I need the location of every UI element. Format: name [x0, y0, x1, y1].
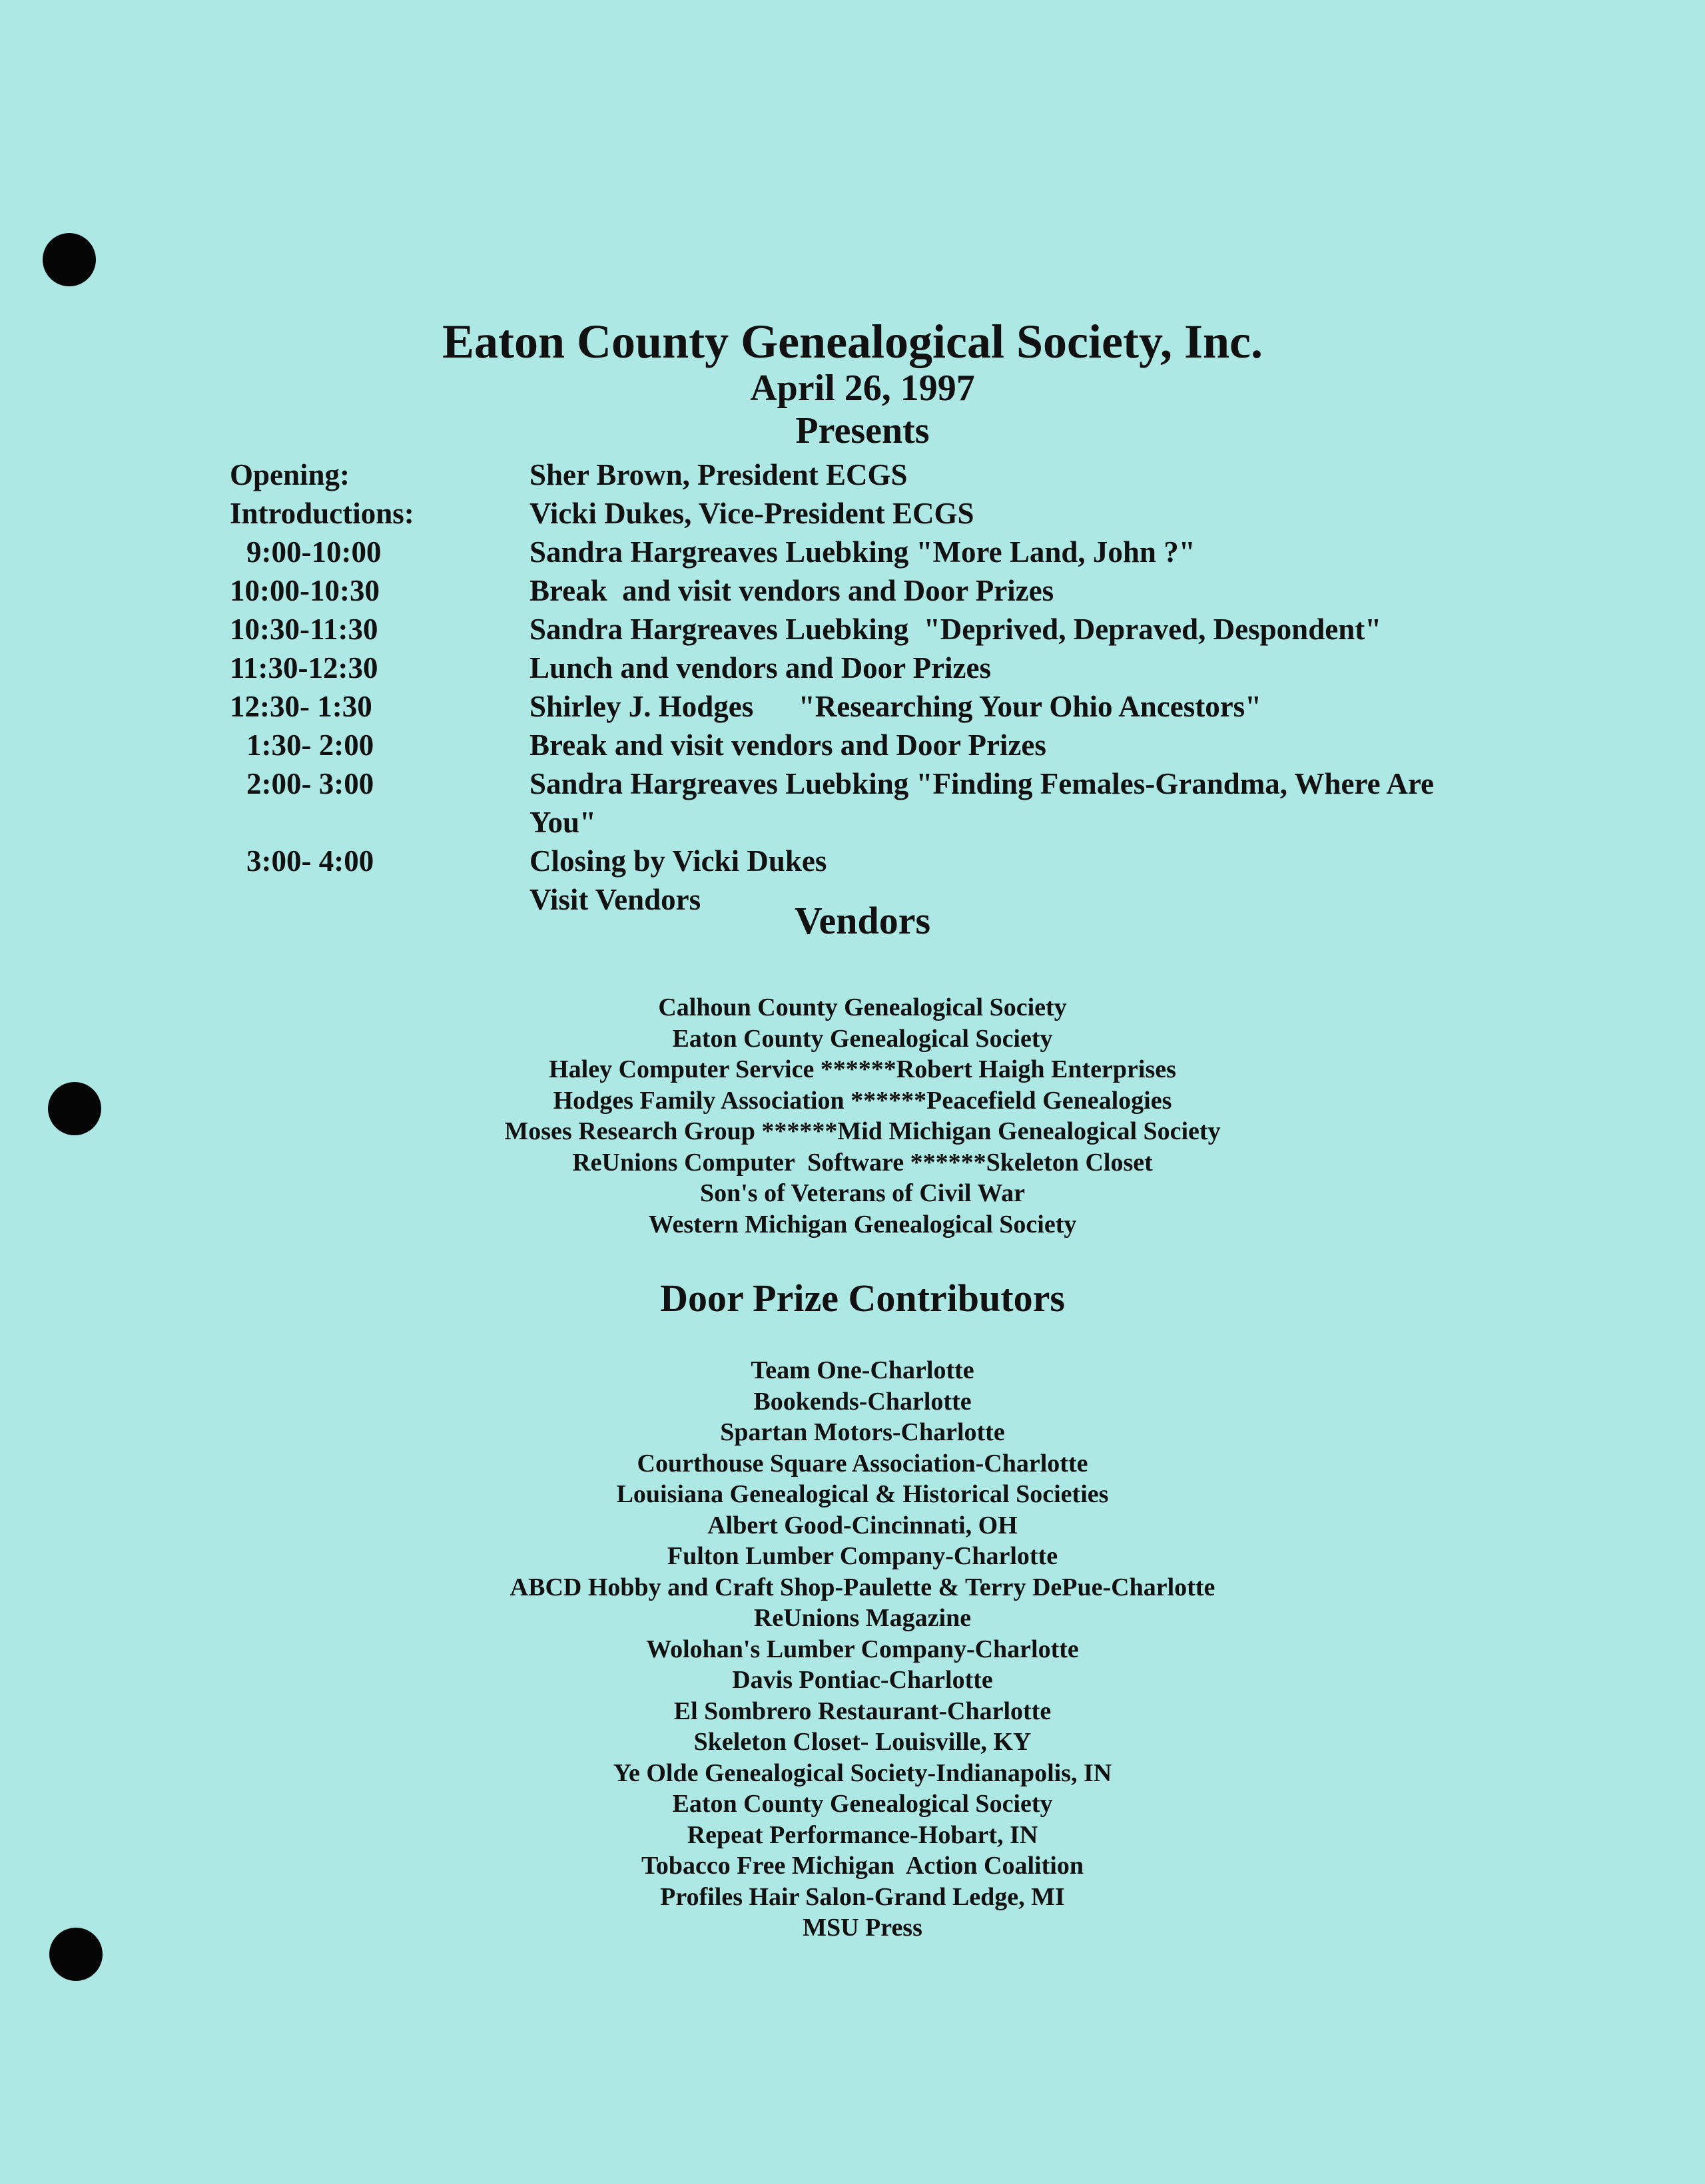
door-prize-item: Repeat Performance-Hobart, IN	[687, 1820, 1038, 1849]
schedule-time: 2:00- 3:00	[246, 767, 374, 800]
vendors-heading: Vendors	[794, 899, 931, 942]
door-prize-item: Profiles Hair Salon-Grand Ledge, MI	[660, 1882, 1065, 1911]
schedule-time: 9:00-10:00	[246, 535, 382, 569]
schedule-time: Opening:	[230, 458, 350, 491]
door-prize-item: Skeleton Closet- Louisville, KY	[693, 1728, 1032, 1756]
schedule-desc: Sandra Hargreaves Luebking "Finding Females-Grandma, Where Are You"	[529, 767, 1434, 839]
schedule-row	[230, 764, 1562, 842]
schedule-time: 1:30- 2:00	[246, 728, 374, 762]
event-date: April 26, 1997	[750, 368, 975, 409]
schedule-desc: Sandra Hargreaves Luebking "Deprived, Depraved, Despondent"	[529, 613, 1382, 646]
schedule-row	[230, 649, 1562, 687]
schedule-desc: Break and visit vendors and Door Prizes	[529, 728, 1046, 762]
vendor-item: Haley Computer Service ******Robert Haigh Enterprises	[549, 1055, 1176, 1083]
presents-label: Presents	[795, 410, 930, 451]
schedule-time: 10:30-11:30	[230, 613, 378, 646]
door-prize-item: Ye Olde Genealogical Society-Indianapolis, IN	[613, 1759, 1112, 1787]
schedule-desc: Vicki Dukes, Vice-President ECGS	[529, 497, 974, 530]
schedule-row	[230, 726, 1562, 764]
door-prize-item: Louisiana Genealogical & Historical Societies	[616, 1480, 1109, 1508]
schedule-desc: Closing by Vicki Dukes	[529, 844, 827, 878]
door-prize-item: Courthouse Square Association-Charlotte	[637, 1449, 1088, 1478]
vendor-item: Hodges Family Association ******Peacefield Genealogies	[553, 1086, 1172, 1115]
schedule-row	[230, 610, 1562, 649]
vendor-item: Eaton County Genealogical Society	[672, 1024, 1053, 1053]
vendor-item: Moses Research Group ******Mid Michigan Genealogical Society	[504, 1117, 1221, 1145]
door-prize-item: Bookends-Charlotte	[753, 1387, 972, 1416]
schedule-row	[230, 494, 1562, 533]
schedule-time: 10:00-10:30	[230, 574, 380, 607]
schedule-desc: Lunch and vendors and Door Prizes	[529, 651, 992, 684]
schedule-time: 3:00- 4:00	[246, 844, 374, 878]
schedule-desc: Break and visit vendors and Door Prizes	[529, 574, 1054, 607]
schedule-row	[230, 687, 1562, 726]
door-prize-item: MSU Press	[803, 1914, 922, 1942]
schedule-row	[230, 455, 1562, 494]
schedule-desc: Visit Vendors	[529, 883, 701, 916]
schedule-desc: Sher Brown, President ECGS	[529, 458, 908, 491]
door-prize-item: El Sombrero Restaurant-Charlotte	[673, 1697, 1052, 1725]
vendor-item: Son's of Veterans of Civil War	[699, 1179, 1026, 1207]
schedule-row	[230, 571, 1562, 610]
schedule-time: 12:30- 1:30	[230, 690, 372, 723]
door-prize-item: Wolohan's Lumber Company-Charlotte	[646, 1635, 1079, 1663]
punch-hole	[43, 233, 96, 286]
vendor-item: ReUnions Computer Software ******Skeleton Closet	[572, 1148, 1153, 1177]
schedule-row	[230, 533, 1562, 571]
vendor-item: Calhoun County Genealogical Society	[658, 993, 1067, 1021]
door-prize-item: ReUnions Magazine	[753, 1604, 972, 1632]
schedule-desc: Sandra Hargreaves Luebking "More Land, John ?"	[529, 535, 1195, 569]
schedule-desc: Shirley J. Hodges "Researching Your Ohio Ancestors"	[529, 690, 1262, 723]
schedule-row	[230, 842, 1562, 880]
door-prize-list	[0, 1355, 1705, 1944]
schedule-time: Introductions:	[230, 497, 414, 530]
schedule	[230, 455, 1562, 919]
door-prize-item: Albert Good-Cincinnati, OH	[707, 1511, 1018, 1539]
door-prize-item: Team One-Charlotte	[751, 1356, 974, 1384]
door-prize-item: ABCD Hobby and Craft Shop-Paulette & Terry DePue-Charlotte	[510, 1573, 1215, 1601]
door-prize-item: Davis Pontiac-Charlotte	[732, 1666, 993, 1694]
door-prize-item: Fulton Lumber Company-Charlotte	[667, 1542, 1058, 1570]
door-prize-item: Eaton County Genealogical Society	[672, 1790, 1053, 1818]
schedule-time: 11:30-12:30	[230, 651, 378, 684]
vendor-list	[0, 992, 1705, 1240]
door-prize-item: Spartan Motors-Charlotte	[720, 1418, 1005, 1446]
vendor-item: Western Michigan Genealogical Society	[648, 1210, 1077, 1238]
door-prize-item: Tobacco Free Michigan Action Coalition	[641, 1852, 1084, 1880]
door-prize-heading: Door Prize Contributors	[660, 1276, 1065, 1320]
document-title: Eaton County Genealogical Society, Inc.	[442, 315, 1263, 368]
